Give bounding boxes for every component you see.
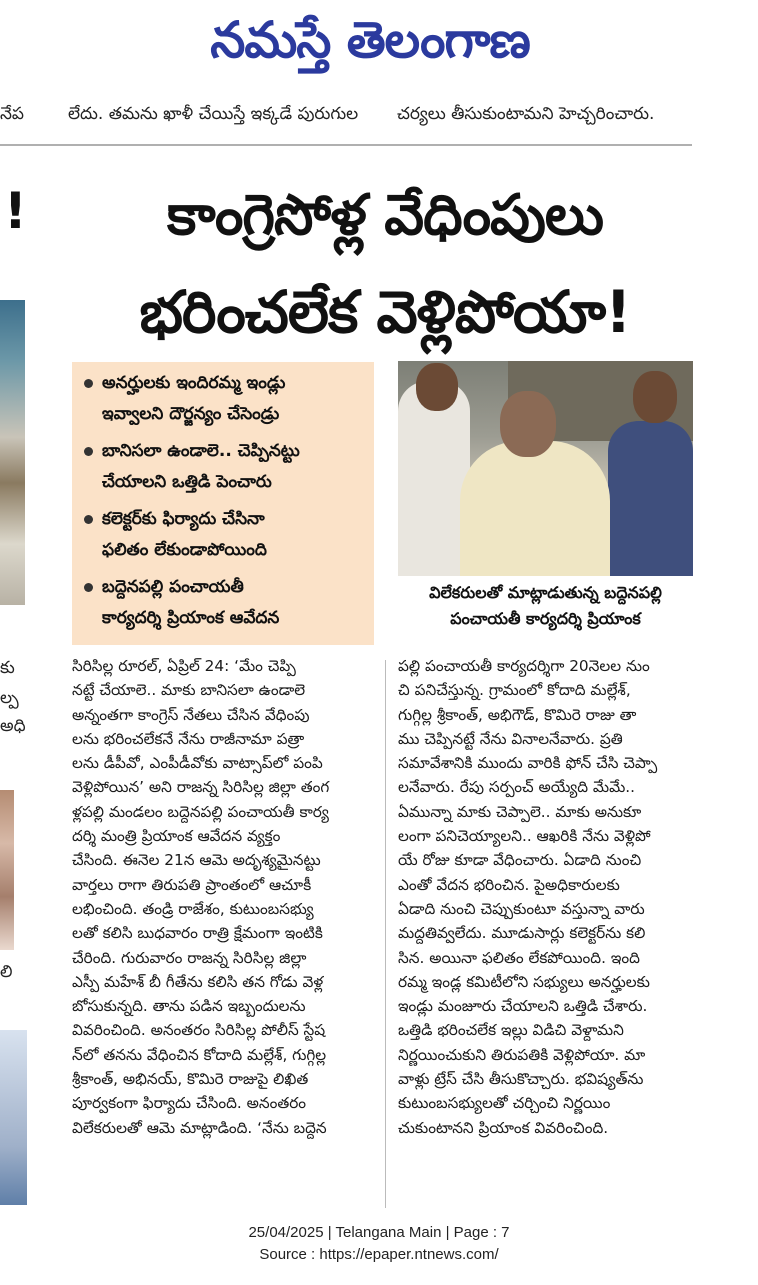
highlight-line: కలెక్టర్‌కు ఫిర్యాదు చేసినా [102,509,265,529]
article-body-column-1 [72,654,377,1140]
adjacent-text-fragment: కు [0,658,15,678]
article-line: మద్దతివ్వలేదు. మూడుసార్లు కలెక్టర్‌ను కలి [398,924,646,943]
article-line: యే రోజు కూడా వేధించారు. ఏడాది నుంచి [398,851,642,870]
adjacent-headline-fragment: ! [4,182,27,240]
highlight-item [80,436,366,498]
caption-line: విలేకరులతో మాట్లాడుతున్న బద్దెనపల్లి [429,583,662,602]
bullet-icon [84,379,93,388]
article-line: లంగా పనిచెయ్యాలని.. ఆఖరికి నేను వెళ్లిపో [398,827,651,846]
highlight-item [80,572,366,634]
highlight-item [80,368,366,430]
top-strip-fragment-left: నేప [0,104,25,124]
article-line: ఇండ్లు మంజూరు చేయాలని ఒత్తిడి చేశారు. [398,997,648,1016]
article-line: ఎస్పీ మహేశ్ బీ గీతేను కలిసి తన గోడు వెళ్ల [72,972,324,991]
highlight-line: అనర్హులకు ఇందిరమ్మ ఇండ్లు [102,373,286,393]
article-line: లను డీపీవో, ఎంపీడీవోకు వాట్సాప్‌లో పంపి [72,754,323,773]
adjacent-text-fragment: లి [0,962,13,982]
article-line: గుగ్గిల్ల శ్రీకాంత్, అభిగౌడ్, కొమిరె రాజు తా [398,705,637,724]
highlight-line: ఇవ్వాలని దౌర్జన్యం చేసెండ్రు [102,404,280,424]
news-photo [398,361,693,576]
article-line: సిరిసిల్ల రూరల్, ఏప్రిల్ 24: ‘మేం చెప్పి [72,657,296,675]
highlight-line: ఫలితం లేకుండాపోయింది [102,540,267,560]
article-line: వార్తలు రాగా తిరుపతి ప్రాంతంలో ఆచూకీ [72,875,312,894]
adjacent-text-fragment: అధి [0,716,26,736]
footer-source: Source : https://epaper.ntnews.com/ [259,1246,499,1263]
adjacent-photo-fragment [0,790,14,950]
article-line: ము చెప్పినట్టే నేను వినాలనేవారు. ప్రతి [398,729,623,748]
headline-line-1: కాంగ్రెసోళ్ల వేధింపులు [167,183,603,248]
article-line: విలేకరులతో ఆమె మాట్లాడింది. ‘నేను బద్దెన [72,1118,327,1137]
highlights-box [72,362,374,645]
newspaper-masthead: నమస్తే తెలంగాణ [210,11,530,69]
bullet-icon [84,583,93,592]
article-body-column-2 [398,654,703,1140]
highlight-line: చేయాలని ఒత్తిడి పెంచారు [102,472,272,492]
adjacent-photo-fragment [0,1030,27,1205]
photo-person-head [416,363,458,411]
article-line: సమావేశానికి ముందు వారికి ఫోన్ చేసి చెప్పా [398,754,658,773]
adjacent-article-strip [0,150,30,1210]
article-line: లనేవారు. రేపు సర్పంచ్ అయ్యేది మేమే.. [398,778,635,797]
top-strip-fragment-middle: లేదు. తమను ఖాళీ చేయిస్తే ఇక్కడే పురుగుల [68,104,359,124]
article-line: రమ్మ ఇండ్ల కమిటీలోని సభ్యులు అనర్హులకు [398,972,650,991]
adjacent-photo-fragment [0,300,25,605]
photo-person-speaking [460,441,610,576]
highlight-line: బద్దెనపల్లి పంచాయతీ [102,577,244,597]
top-divider [0,144,692,146]
footer-date-page: 25/04/2025 | Telangana Main | Page : 7 [248,1224,510,1241]
article-line: లభించింది. తండ్రి రాజేశం, కుటుంబసభ్యు [72,899,314,918]
highlight-item [80,504,366,566]
article-line: లతో కలిసి బుధవారం రాత్రి క్షేమంగా ఇంటికి [72,924,323,943]
article-line: న్‌లో తనను వేధించిన కోదాది మల్లేశ్, గుగ్గిల్ల [72,1045,327,1064]
article-line: వెళ్లిపోయిన’ అని రాజన్న సిరిసిల్ల జిల్లా తంగ [72,778,330,797]
article-line: కుటుంబసభ్యులతో చర్చించి నిర్ణయిం [398,1094,611,1113]
photo-person [608,421,693,576]
article-line: ఎంతో వేదన భరించిన. పైఅధికారులకు [398,875,620,894]
article-line: చేసింది. ఈనెల 21న ఆమె అదృశ్యమైనట్టు [72,851,321,870]
article-line: దర్శి మంత్రి ప్రియాంక ఆవేదన వ్యక్తం [72,827,281,846]
article-line: సిన. అయినా ఫలితం లేకపోయింది. ఇంది [398,948,640,967]
article-line: బోసుకున్నది. తాను పడిన ఇబ్బందులను [72,997,306,1016]
article-line: చుకుంటానని ప్రియాంక వివరించింది. [398,1118,609,1137]
article-line: పూర్వకంగా ఫిర్యాదు చేసింది. అనంతరం [72,1094,307,1113]
article-line: పల్లి పంచాయతీ కార్యదర్శిగా 20నెలల నుం [398,657,650,675]
article-line: వాళ్లు ట్రేస్ చేసి తీసుకొచ్చారు. భవిష్యత్‌ను [398,1070,644,1089]
article-line: లను భరించలేకనే నేను రాజీనామా పత్రా [72,729,305,748]
caption-line: పంచాయతీ కార్యదర్శి ప్రియాంక [450,609,641,628]
photo-person-head [500,391,556,457]
article-line: నట్టే చేయాలె.. మాకు బానిసలా ఉండాలె [72,681,306,700]
top-strip-fragment-right: చర్యలు తీసుకుంటామని హెచ్చరించారు. [397,104,655,124]
highlight-line: కార్యదర్శి ప్రియాంక ఆవేదన [102,608,280,628]
article-line: శ్రీకాంత్, అభినయ్, కొమిరె రాజుపై లిఖిత [72,1070,309,1089]
article-line: ళ్లపల్లి మండలం బద్దెనపల్లి పంచాయతీ కార్య [72,802,329,821]
highlight-line: బానిసలా ఉండాలె.. చెప్పినట్టు [102,441,300,461]
headline-line-2: భరించలేక వెళ్లిపోయా! [139,278,631,346]
article-line: ఏడాది నుంచి చెప్పుకుంటూ వస్తున్నా వారు [398,899,645,918]
article-line: నిర్ణయించుకుని తిరుపతికి వెళ్లిపోయా. మా [398,1045,646,1064]
article-line: అన్నంతగా కాంగ్రెస్ నేతలు చేసిన వేధింపు [72,705,310,724]
adjacent-text-fragment: ల్ప [0,688,19,708]
bullet-icon [84,515,93,524]
column-divider [385,660,386,1208]
article-line: ఒత్తిడి భరించలేక ఇల్లు విడిచి వెళ్దామని [398,1021,624,1040]
photo-person-head [633,371,677,423]
article-line: ఏమున్నా మాకు చెప్పాలె.. మాకు అనుకూ [398,802,642,821]
article-line: చి పనిచేస్తున్న. గ్రామంలో కోదాది మల్లేశ్, [398,681,631,700]
photo-caption [398,580,693,632]
bullet-icon [84,447,93,456]
article-line: చేరింది. గురువారం రాజన్న సిరిసిల్ల జిల్లా [72,948,307,967]
article-line: వివరించింది. అనంతరం సిరిసిల్ల పోలీస్ స్టేష [72,1021,326,1040]
